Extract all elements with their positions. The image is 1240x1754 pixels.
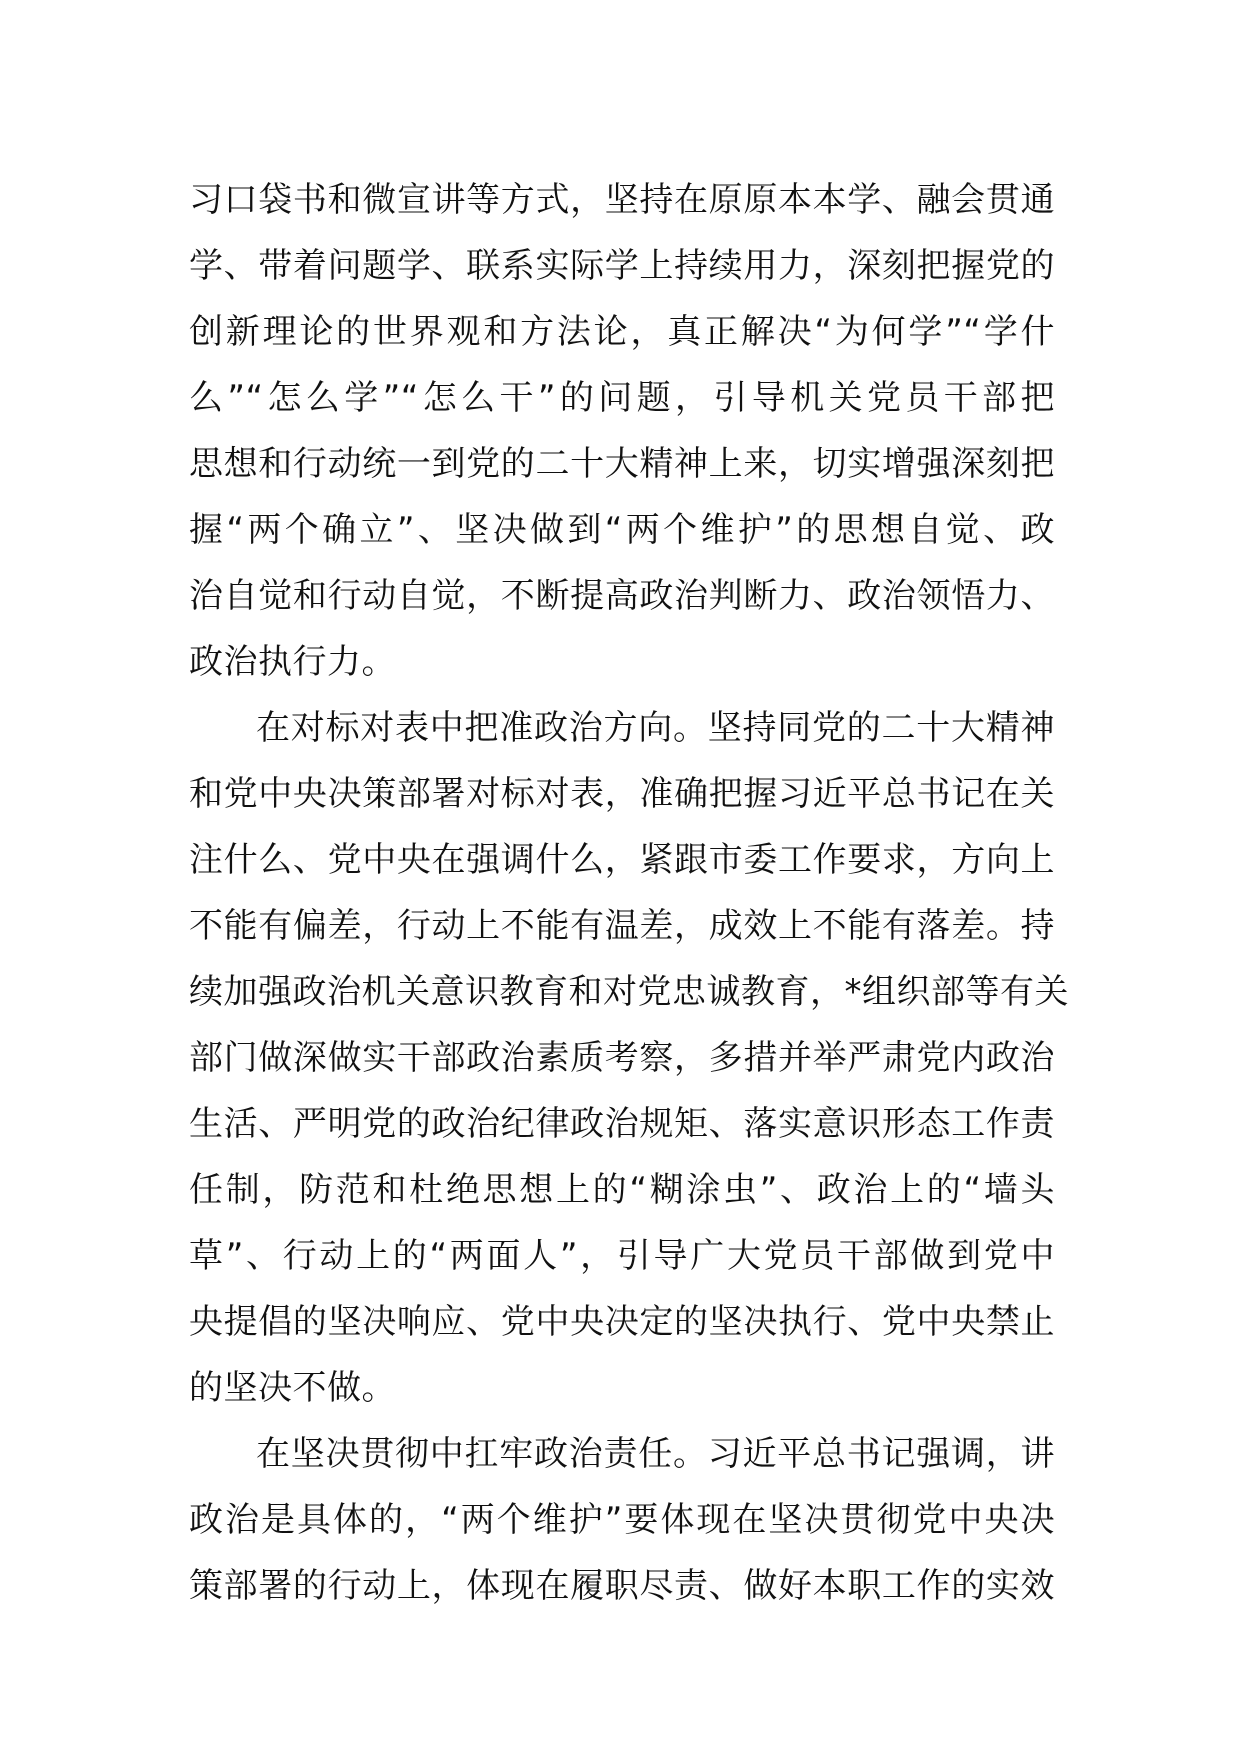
text-line: 思想和行动统一到党的二十大精神上来，切实增强深刻把 bbox=[189, 444, 1055, 484]
paragraph-first-line: 在坚决贯彻中扛牢政治责任。习近平总书记强调，讲 bbox=[256, 1434, 1055, 1474]
paragraph-first-line: 在对标对表中把准政治方向。坚持同党的二十大精神 bbox=[256, 708, 1055, 748]
text-line: 的坚决不做。 bbox=[189, 1368, 396, 1408]
text-line: 生活、严明党的政治纪律政治规矩、落实意识形态工作责 bbox=[189, 1104, 1055, 1144]
text-line: 治自觉和行动自觉，不断提高政治判断力、政治领悟力、 bbox=[189, 576, 1055, 616]
text-line: 和党中央决策部署对标对表，准确把握习近平总书记在关 bbox=[189, 774, 1055, 814]
text-line: 习口袋书和微宣讲等方式，坚持在原原本本学、融会贯通 bbox=[189, 180, 1055, 220]
text-line: 任制，防范和杜绝思想上的“糊涂虫”、政治上的“墙头 bbox=[189, 1170, 1055, 1210]
text-line: 政治是具体的，“两个维护”要体现在坚决贯彻党中央决 bbox=[189, 1500, 1055, 1540]
text-line: 学、带着问题学、联系实际学上持续用力，深刻把握党的 bbox=[189, 246, 1055, 286]
text-line: 政治执行力。 bbox=[189, 642, 396, 682]
text-line: 草”、行动上的“两面人”，引导广大党员干部做到党中 bbox=[189, 1236, 1055, 1276]
text-line: 注什么、党中央在强调什么，紧跟市委工作要求，方向上 bbox=[189, 840, 1055, 880]
text-line: 央提倡的坚决响应、党中央决定的坚决执行、党中央禁止 bbox=[189, 1302, 1055, 1342]
text-line: 续加强政治机关意识教育和对党忠诚教育，*组织部等有关 bbox=[189, 972, 1069, 1012]
text-line: 么”“怎么学”“怎么干”的问题，引导机关党员干部把 bbox=[189, 378, 1055, 418]
text-line: 不能有偏差，行动上不能有温差，成效上不能有落差。持 bbox=[189, 906, 1055, 946]
text-line: 握“两个确立”、坚决做到“两个维护”的思想自觉、政 bbox=[189, 510, 1055, 550]
text-line: 部门做深做实干部政治素质考察，多措并举严肃党内政治 bbox=[189, 1038, 1055, 1078]
text-line: 策部署的行动上，体现在履职尽责、做好本职工作的实效 bbox=[189, 1566, 1055, 1606]
text-line: 创新理论的世界观和方法论，真正解决“为何学”“学什 bbox=[189, 312, 1055, 352]
